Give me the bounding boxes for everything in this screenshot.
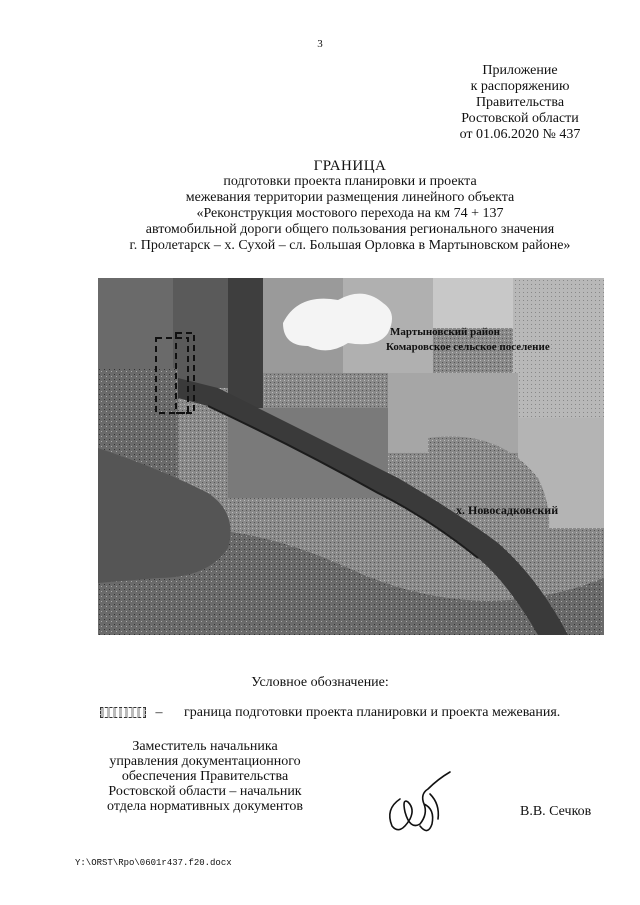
map-image xyxy=(98,278,604,635)
title-heading: ГРАНИЦА xyxy=(313,158,387,174)
position-line: Заместитель начальника xyxy=(132,739,278,754)
title-line: подготовки проекта планировки и проекта xyxy=(223,174,477,189)
title-line: межевания территории размещения линейного объекта xyxy=(185,190,515,205)
field-strip xyxy=(228,278,263,408)
appendix-line: Ростовской области xyxy=(461,111,579,126)
field-strip xyxy=(433,278,513,328)
handwritten-signature xyxy=(380,764,460,849)
legend-row xyxy=(100,705,560,721)
title-line: автомобильной дороги общего пользования регионального значения xyxy=(145,222,555,237)
appendix-line: от 01.06.2020 № 437 xyxy=(459,127,581,142)
appendix-block xyxy=(420,63,620,143)
appendix-line: к распоряжению xyxy=(470,79,570,94)
field-strip xyxy=(98,278,173,368)
page-number: 3 xyxy=(317,38,323,50)
file-path: Y:\ORST\Rpo\0601r437.f20.docx xyxy=(75,858,232,868)
appendix-line: Правительства xyxy=(475,95,565,110)
document-title xyxy=(60,158,640,254)
position-line: обеспечения Правительства xyxy=(121,769,289,784)
position-line: отдела нормативных документов xyxy=(107,799,303,814)
legend-description: граница подготовки проекта планировки и проекта межевания. xyxy=(184,705,561,720)
map-label-village: х. Новосадковский xyxy=(456,503,559,517)
boundary-swatch-icon xyxy=(100,707,146,718)
title-line: г. Пролетарск – х. Сухой – сл. Большая Орловка в Мартыновском районе» xyxy=(129,238,571,253)
map-label-district: Мартыновский район xyxy=(390,326,500,338)
legend-dash: – xyxy=(155,705,163,720)
position-line: Ростовской области – начальник xyxy=(108,784,302,799)
position-line: управления документационного xyxy=(109,754,301,769)
signatory-position xyxy=(80,739,330,814)
legend-title: Условное обозначение: xyxy=(251,675,389,690)
appendix-line: Приложение xyxy=(482,63,558,78)
title-line: «Реконструкция мостового перехода на км 74 + 137 xyxy=(196,206,504,221)
signatory-name: В.В. Сечков xyxy=(520,804,592,819)
map-label-settlement: Комаровское сельское поселение xyxy=(386,341,550,353)
